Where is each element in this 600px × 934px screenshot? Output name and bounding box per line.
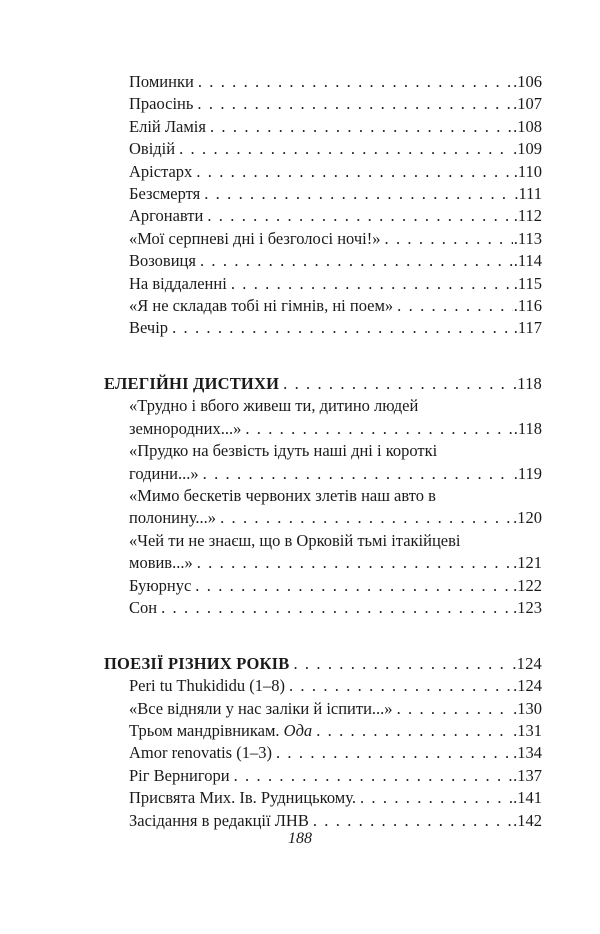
leader-dots — [196, 161, 512, 183]
toc-entry-multiline — [104, 485, 542, 530]
toc-entry-page: .117 — [513, 318, 542, 338]
section-spacer — [104, 619, 542, 641]
leader-dots — [231, 273, 513, 295]
toc-entry-title: Сон — [129, 597, 158, 617]
leader-dots — [245, 418, 512, 440]
toc-entry-title: земнородних...» — [129, 418, 242, 438]
toc-entry-page: .108 — [513, 116, 542, 136]
toc-entry-page: .120 — [513, 508, 542, 528]
toc-entry-page: .113 — [513, 228, 542, 248]
toc-entry-title: «Я не складав тобі ні гімнів, ні поем» — [129, 295, 394, 315]
section-spacer — [104, 642, 542, 653]
toc-entry-title-line1: «Мимо бескетів червоних злетів наш авто в — [129, 486, 436, 506]
leader-dots — [179, 138, 512, 160]
toc-entry-page: .130 — [513, 698, 542, 718]
toc-entry — [104, 228, 542, 250]
toc-entry-title-italic: Ода — [283, 720, 313, 740]
toc-entry-page: .121 — [513, 553, 542, 573]
toc-entry — [104, 742, 542, 764]
leader-dots — [289, 675, 512, 697]
toc-entry-title: Трьом мандрівникам. — [129, 720, 280, 740]
leader-dots — [316, 720, 512, 742]
toc-entry-title: Буюрнус — [129, 575, 192, 595]
leader-dots — [397, 698, 513, 720]
toc-entry-page: .123 — [513, 597, 542, 617]
toc-entry-multiline — [104, 530, 542, 575]
toc-entry — [104, 116, 542, 138]
toc-entry — [104, 138, 542, 160]
toc-entry-title: Поминки — [129, 72, 194, 91]
toc-entry — [104, 273, 542, 295]
toc-entry — [104, 765, 542, 787]
toc-entry-title: Праосінь — [129, 94, 194, 114]
toc-entry-page: .131 — [513, 720, 542, 740]
toc-entry-title: На віддаленні — [129, 273, 227, 293]
toc-entry — [104, 71, 542, 93]
toc-entry-title: години...» — [129, 463, 199, 483]
leader-dots — [204, 183, 513, 205]
leader-dots — [220, 507, 512, 529]
toc-entry-title: полонину...» — [129, 508, 217, 528]
leader-dots — [385, 228, 513, 250]
toc-entry — [129, 507, 542, 529]
toc-entry-page: .114 — [513, 251, 542, 271]
section-heading-title: ЕЛЕГІЙНІ ДИСТИХИ — [104, 374, 280, 394]
toc-entry-page: .116 — [513, 295, 542, 315]
toc-entry-title: Елій Ламія — [129, 116, 206, 136]
section-heading-title: ПОЕЗІЇ РІЗНИХ РОКІВ — [104, 653, 290, 673]
toc-section-elegiac-distichs — [104, 373, 542, 619]
toc-entry-page: .118 — [513, 418, 542, 438]
toc-section-continued — [104, 71, 542, 340]
toc-entry-title: «Все відняли у нас заліки й іспити...» — [129, 698, 393, 718]
toc-entry — [129, 418, 542, 440]
toc-entry — [104, 575, 542, 597]
toc-entry — [104, 161, 542, 183]
toc-entry-title: Аргонавти — [129, 206, 204, 226]
section-heading-page: .118 — [512, 374, 542, 394]
toc-entry-title-line1: «Трудно і вбого живеш ти, дитино людей — [129, 396, 419, 416]
toc-entry — [104, 183, 542, 205]
leader-dots — [313, 810, 512, 832]
leader-dots — [360, 787, 512, 809]
toc-entry-page: .119 — [513, 463, 542, 483]
leader-dots — [283, 373, 512, 395]
section-spacer — [104, 340, 542, 362]
toc-entry — [104, 597, 542, 619]
leader-dots — [198, 71, 512, 93]
toc-entry — [104, 295, 542, 317]
toc-entry-title: Арістарх — [129, 161, 193, 181]
toc-entry-title: «Мої серпневі дні і безголосі ночі!» — [129, 228, 381, 248]
leader-dots — [161, 597, 512, 619]
page-number: 188 — [288, 830, 312, 847]
leader-dots — [234, 765, 513, 787]
toc-entry-page: .112 — [513, 206, 542, 226]
toc-entry-page: .111 — [514, 183, 542, 203]
section-heading-page: .124 — [512, 653, 542, 673]
toc-entry-title: Присвята Мих. Ів. Рудницькому. — [129, 788, 356, 808]
toc-entry-title: Безсмертя — [129, 183, 201, 203]
toc-entry — [104, 250, 542, 272]
leader-dots — [293, 653, 511, 675]
toc-entry — [129, 463, 542, 485]
leader-dots — [172, 317, 513, 339]
toc-entry-page: .122 — [513, 575, 542, 595]
leader-dots — [207, 205, 512, 227]
leader-dots — [276, 742, 512, 764]
toc-entry — [104, 787, 542, 809]
toc-entry-page: .107 — [513, 94, 542, 114]
leader-dots — [210, 116, 512, 138]
toc-entry-page: .141 — [513, 788, 542, 808]
toc-entry-page: .110 — [513, 161, 542, 181]
toc-entry-page: .115 — [513, 273, 542, 293]
toc-entry — [129, 552, 542, 574]
toc-entry-title-line1: «Чей ти не знаєш, що в Орковій тьмі ітакійцеві — [129, 530, 461, 550]
toc-entry-title: Засідання в редакції ЛНВ — [129, 810, 309, 830]
toc-entry-title: Вечір — [129, 318, 169, 338]
toc-section-heading — [104, 373, 542, 395]
leader-dots — [203, 463, 513, 485]
toc-entry-multiline — [104, 395, 542, 440]
toc-entry-title: Peri tu Thukididu (1–8) — [129, 676, 285, 696]
toc-entry-page: .142 — [513, 810, 542, 830]
toc-entry — [104, 810, 542, 832]
toc-entry-page: .109 — [513, 139, 542, 159]
toc-section-poems-various-years — [104, 653, 542, 832]
toc-entry-title: Ріг Вернигори — [129, 765, 230, 785]
toc-entry-title: мовив...» — [129, 553, 193, 573]
toc-entry-page: .134 — [513, 743, 542, 763]
toc-entry — [104, 698, 542, 720]
toc-entry-title: Возовиця — [129, 251, 196, 271]
leader-dots — [197, 93, 512, 115]
toc-entry-page: .124 — [513, 676, 542, 696]
toc-entry-page: .106 — [513, 72, 542, 91]
leader-dots — [195, 575, 512, 597]
toc-entry — [104, 93, 542, 115]
toc-entry — [104, 317, 542, 339]
toc-section-heading — [104, 653, 542, 675]
section-spacer — [104, 362, 542, 373]
table-of-contents — [104, 71, 542, 832]
toc-entry — [104, 720, 542, 742]
toc-entry-title: Овідій — [129, 139, 176, 159]
toc-entry-title-wrap — [129, 720, 316, 742]
toc-entry-title: Amor renovatis (1–3) — [129, 743, 272, 763]
toc-entry-multiline — [104, 440, 542, 485]
leader-dots — [200, 250, 513, 272]
leader-dots — [197, 552, 512, 574]
toc-entry-title-line1: «Прудко на безвість ідуть наші дні і короткі — [129, 441, 438, 461]
leader-dots — [397, 295, 513, 317]
toc-entry — [104, 205, 542, 227]
toc-entry — [104, 675, 542, 697]
toc-entry-page: .137 — [513, 765, 542, 785]
